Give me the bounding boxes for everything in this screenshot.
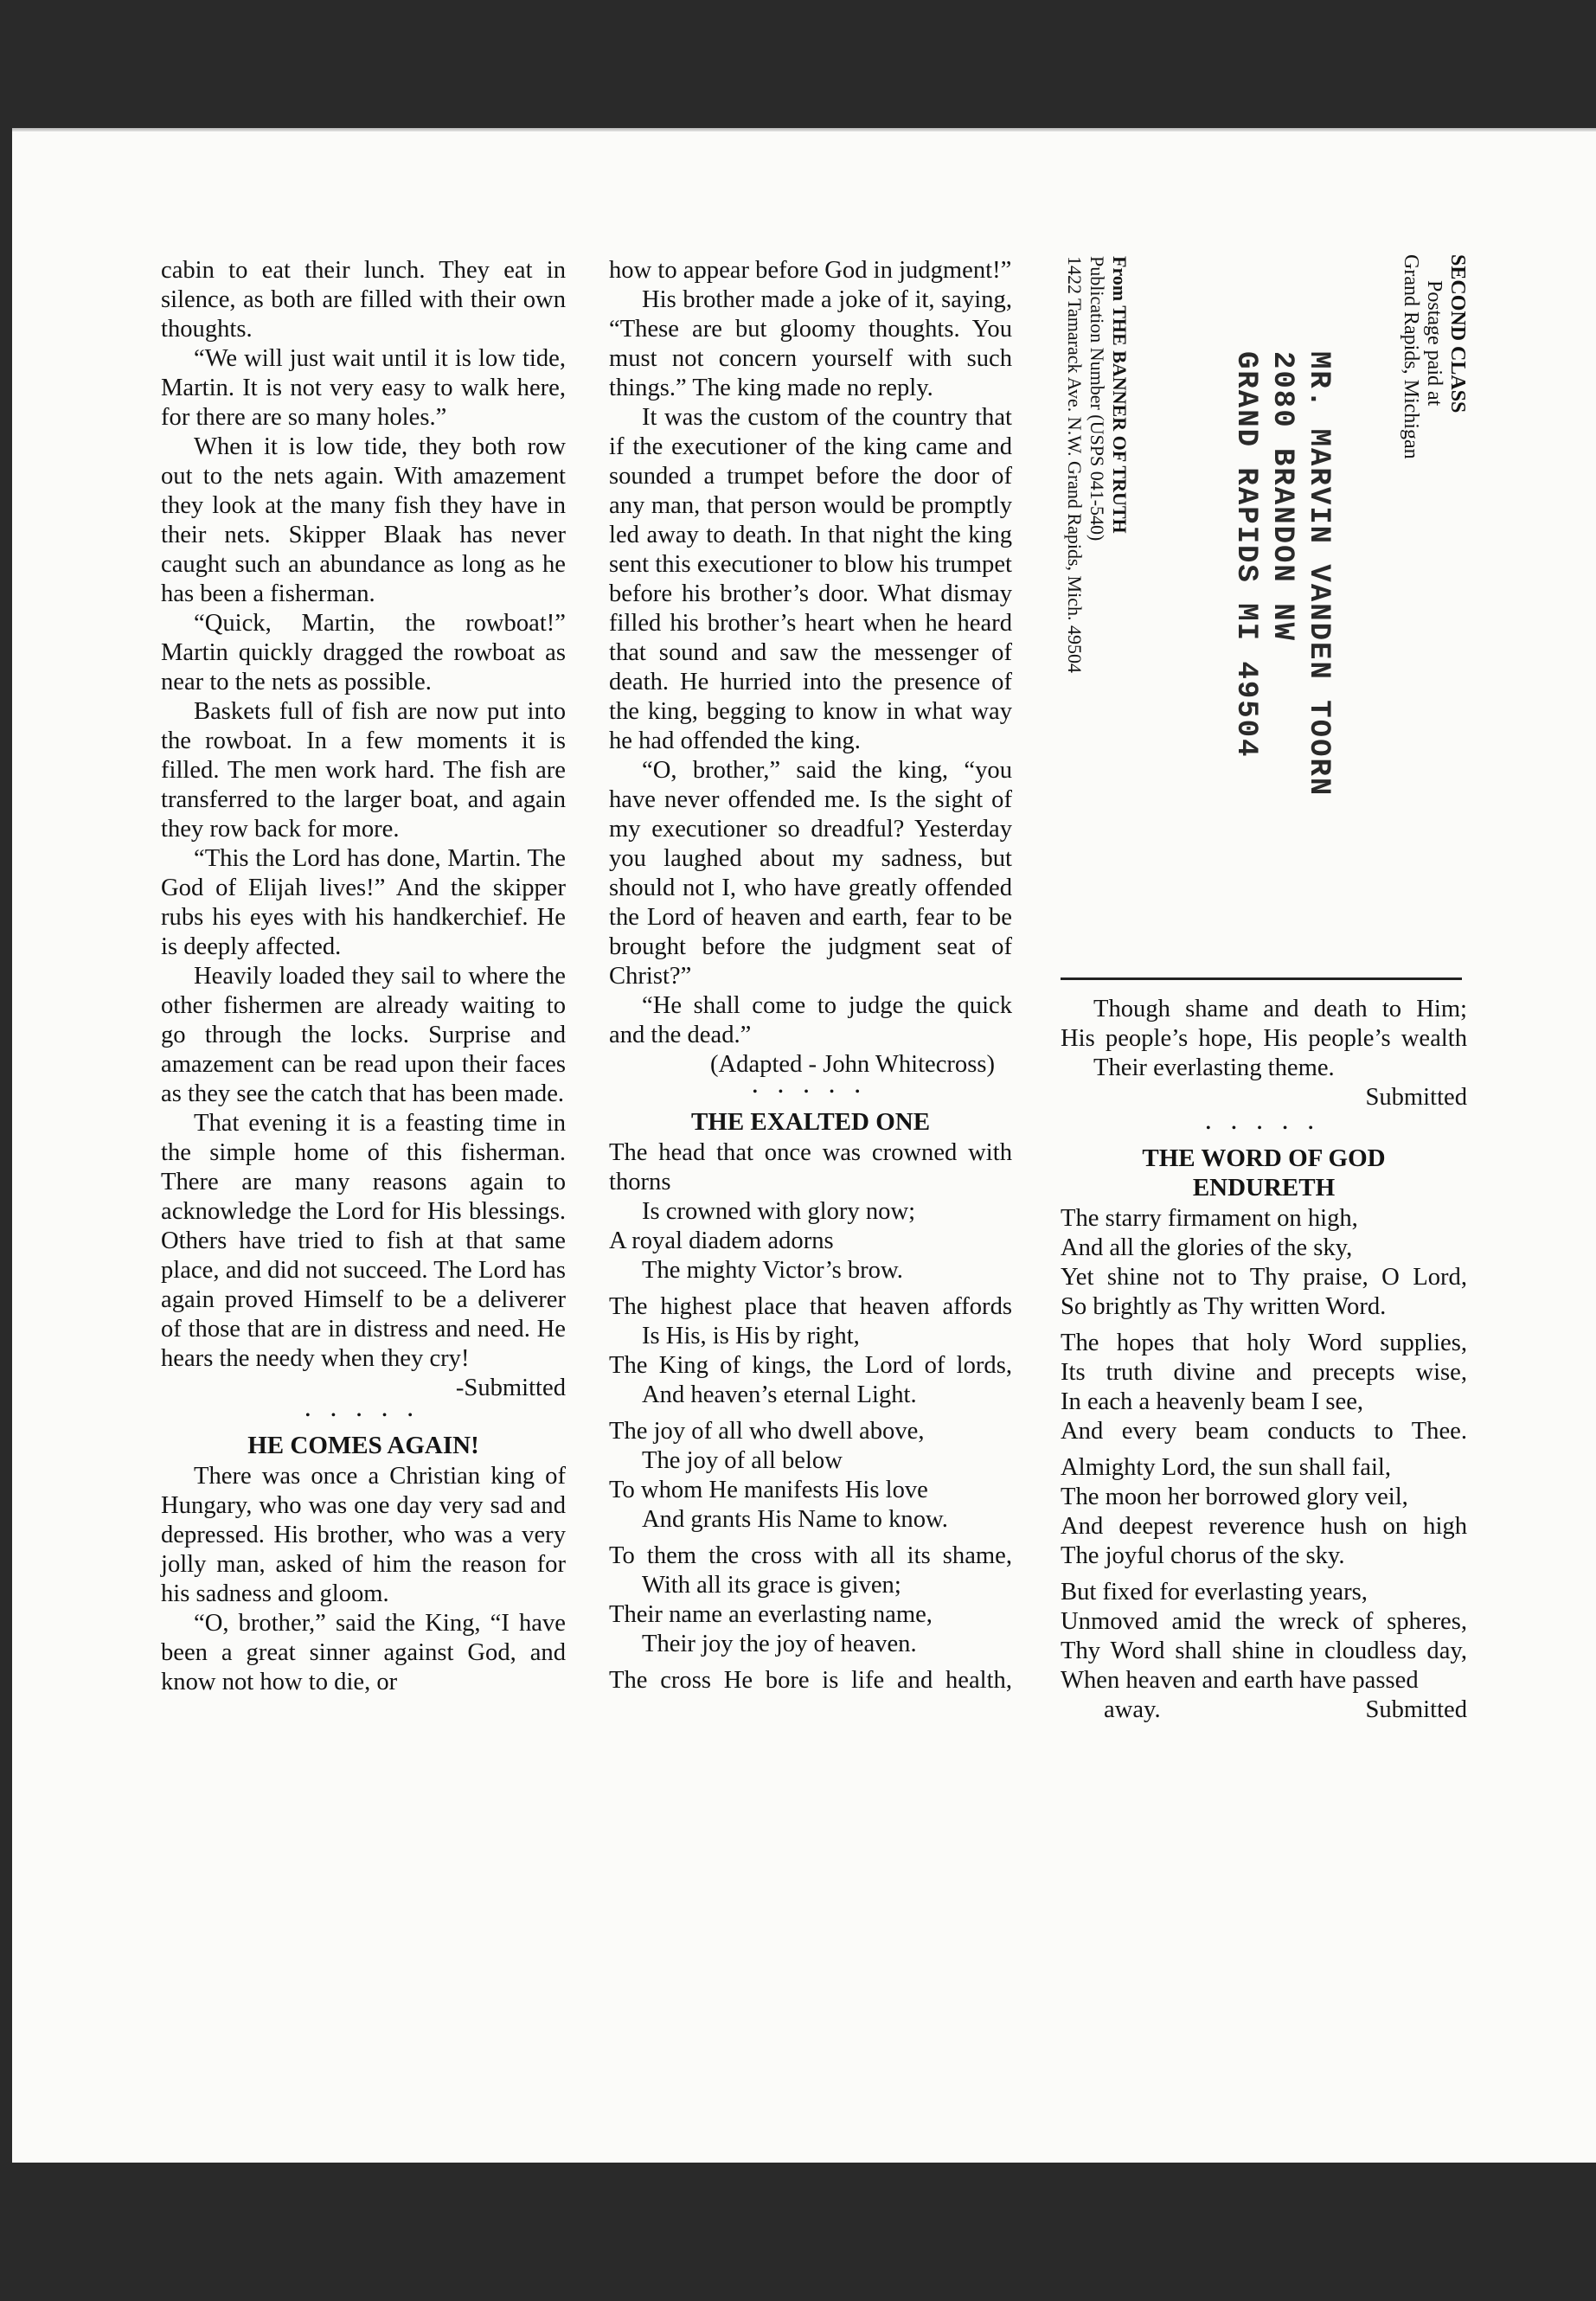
poem-stanza: [609, 1541, 1012, 1659]
addressee-street: 2080 BRANDON NW: [1266, 351, 1298, 643]
poem-stanza: [609, 1417, 1012, 1535]
return-from: From THE BANNER OF TRUTH: [1109, 256, 1131, 534]
poem-line: A royal diadem adorns: [609, 1227, 834, 1254]
poem-line: Yet shine not to Thy praise, O Lord,: [1061, 1264, 1467, 1291]
paragraph: When it is low tide, they both row out to the nets again. With amazement they look at the many fish they have in their nets. Skipper Blaak has never caught such an abundance as long as he has been a fisherman.: [161, 433, 566, 607]
mailing-label: [1061, 254, 1469, 972]
poem-line: His people’s hope, His people’s wealth: [1061, 1025, 1467, 1052]
poem-line: The head that once was crowned with thorns: [609, 1139, 1012, 1195]
poem-stanza: [609, 1292, 1012, 1410]
poem-title: THE WORD OF GOD: [1142, 1144, 1386, 1172]
poem-line: In each a heavenly beam I see,: [1061, 1388, 1364, 1415]
poem-stanza: [1061, 1204, 1467, 1322]
publication-number: Publication Number (USPS 041-540): [1086, 256, 1108, 542]
poem-line: The King of kings, the Lord of lords,: [609, 1352, 1012, 1379]
poem-line: And heaven’s eternal Light.: [642, 1381, 917, 1408]
poem-line: Is crowned with glory now;: [642, 1198, 916, 1225]
poem-line: The moon her borrowed glory veil,: [1061, 1484, 1408, 1510]
poem-line: So brightly as Thy written Word.: [1061, 1293, 1387, 1320]
poem-line: [1061, 1666, 1467, 1725]
poem-line: Their everlasting theme.: [1093, 1054, 1335, 1081]
poem-line: To whom He manifests His love: [609, 1477, 928, 1503]
section-separator: • • • • •: [304, 1408, 421, 1423]
addressee-name: MR. MARVIN VANDEN TOORN: [1302, 351, 1335, 798]
postage-line: Postage paid at: [1423, 280, 1445, 407]
return-address: 1422 Tamarack Ave. N.W. Grand Rapids, Mich. 49504: [1064, 256, 1086, 673]
poem-line: And deepest reverence hush on high: [1061, 1513, 1467, 1540]
poem-line: Their name an everlasting name,: [609, 1601, 933, 1628]
section-separator: • • • • •: [752, 1085, 869, 1099]
poem-title: ENDURETH: [1192, 1174, 1336, 1202]
poem-line: The mighty Victor’s brow.: [642, 1257, 903, 1284]
paragraph: There was once a Christian king of Hungary, who was one day very sad and depressed. His brother, who was a very jolly man, asked of him the reason for his sadness and gloom.: [161, 1463, 566, 1607]
poem-line: Is His, is His by right,: [642, 1323, 860, 1349]
paragraph: “We will just wait until it is low tide, Martin. It is not very easy to walk here, for there are so many holes.”: [161, 345, 566, 431]
signature: Submitted: [1365, 1696, 1467, 1723]
poem-line: The starry firmament on high,: [1061, 1205, 1358, 1232]
poem-stanza: [1061, 1453, 1467, 1571]
poem-stanza: [1061, 1329, 1467, 1446]
paragraph: “O, brother,” said the King, “I have been a great sinner against God, and know not how to die, or: [161, 1610, 566, 1695]
poem-line: And all the glories of the sky,: [1061, 1234, 1353, 1261]
paragraph: That evening it is a feasting time in the simple home of this fisherman. There are many reasons again to acknowledge the Lord for His blessings. Others have tried to fish at that same place, and did not succeed. The Lord has again proved Himself to be a deliverer of those that are in distress and need. He hears the needy when they cry!: [161, 1110, 566, 1372]
section-separator: • • • • •: [1205, 1121, 1322, 1136]
paragraph: how to appear before God in judgment!”: [609, 257, 1012, 284]
postage-class: SECOND CLASS: [1446, 254, 1469, 413]
poem-stanza: [609, 1666, 1012, 1695]
signature: -Submitted: [455, 1375, 566, 1401]
paragraph: It was the custom of the country that if the executioner of the king came and sounded a trumpet before the door of any man, that person would be promptly led away to death. In that night the king sent this executioner to blow his trumpet before his brother’s door. What dismay filled his brother’s heart when he heard that sound and saw the messenger of death. He hurried into the presence of the king, begging to know in what way he had offended the king.: [609, 404, 1012, 754]
poem-line: The joyful chorus of the sky.: [1061, 1542, 1345, 1569]
paragraph: cabin to eat their lunch. They eat in silence, as both are filled with their own thoughts.: [161, 257, 566, 343]
poem-stanza: [1061, 1578, 1467, 1725]
column-1: [161, 256, 566, 1697]
poem-line-text: When heaven and earth have passed away.: [1061, 1667, 1419, 1723]
poem-line: Unmoved amid the wreck of spheres,: [1061, 1608, 1467, 1635]
poem-line: The highest place that heaven affords: [609, 1293, 1012, 1320]
poem-stanza: [1061, 995, 1467, 1112]
article-heading: HE COMES AGAIN!: [247, 1432, 479, 1459]
paragraph: “This the Lord has done, Martin. The God of Elijah lives!” And the skipper rubs his eyes with his handkerchief. He is deeply affected.: [161, 845, 566, 960]
poem-line: The joy of all below: [642, 1447, 843, 1474]
paragraph: “O, brother,” said the king, “you have never offended me. Is the sight of my executioner so dreadful? Yesterday you laughed about my sadness, but should not I, who have greatly offended the Lord of heaven and earth, fear to be brought before the judgment seat of Christ?”: [609, 757, 1012, 990]
poem-line: And every beam conducts to Thee.: [1061, 1418, 1467, 1445]
paragraph: Baskets full of fish are now put into the rowboat. In a few moments it is filled. The men work hard. The fish are transferred to the larger boat, and again they row back for more.: [161, 698, 566, 843]
poem-line: To them the cross with all its shame,: [609, 1542, 1012, 1569]
paragraph: “He shall come to judge the quick and the dead.”: [609, 992, 1012, 1048]
paragraph: “Quick, Martin, the rowboat!” Martin quickly dragged the rowboat as near to the nets as possible.: [161, 610, 566, 695]
poem-line: And grants His Name to know.: [642, 1506, 948, 1533]
poem-line: Thy Word shall shine in cloudless day,: [1061, 1638, 1467, 1664]
label-divider: [1061, 977, 1462, 980]
poem-line: Its truth divine and precepts wise,: [1061, 1359, 1467, 1386]
addressee-city: GRAND RAPIDS MI 49504: [1229, 351, 1262, 759]
poem-line: Almighty Lord, the sun shall fail,: [1061, 1454, 1391, 1481]
column-3: [1061, 995, 1467, 1732]
attribution: (Adapted - John Whitecross): [709, 1051, 995, 1078]
column-2: [609, 256, 1012, 1702]
poem-line: The joy of all who dwell above,: [609, 1418, 925, 1445]
poem-line: Their joy the joy of heaven.: [642, 1631, 917, 1657]
postage-line: Grand Rapids, Michigan: [1400, 254, 1422, 459]
poem-line: But fixed for everlasting years,: [1061, 1579, 1368, 1606]
signature: Submitted: [1365, 1084, 1467, 1111]
poem-line: Though shame and death to Him;: [1093, 996, 1467, 1022]
paragraph: His brother made a joke of it, saying, “These are but gloomy thoughts. You must not concern yourself with such things.” The king made no reply.: [609, 286, 1012, 401]
poem-line: The cross He bore is life and health,: [609, 1667, 1012, 1694]
poem-line: With all its grace is given;: [642, 1572, 901, 1599]
paragraph: Heavily loaded they sail to where the other fishermen are already waiting to go through the locks. Surprise and amazement can be read upon their faces as they see the catch that has been made.: [161, 963, 566, 1107]
poem-line: The hopes that holy Word supplies,: [1061, 1330, 1467, 1356]
poem-stanza: [609, 1138, 1012, 1285]
poem-title: THE EXALTED ONE: [690, 1108, 931, 1136]
